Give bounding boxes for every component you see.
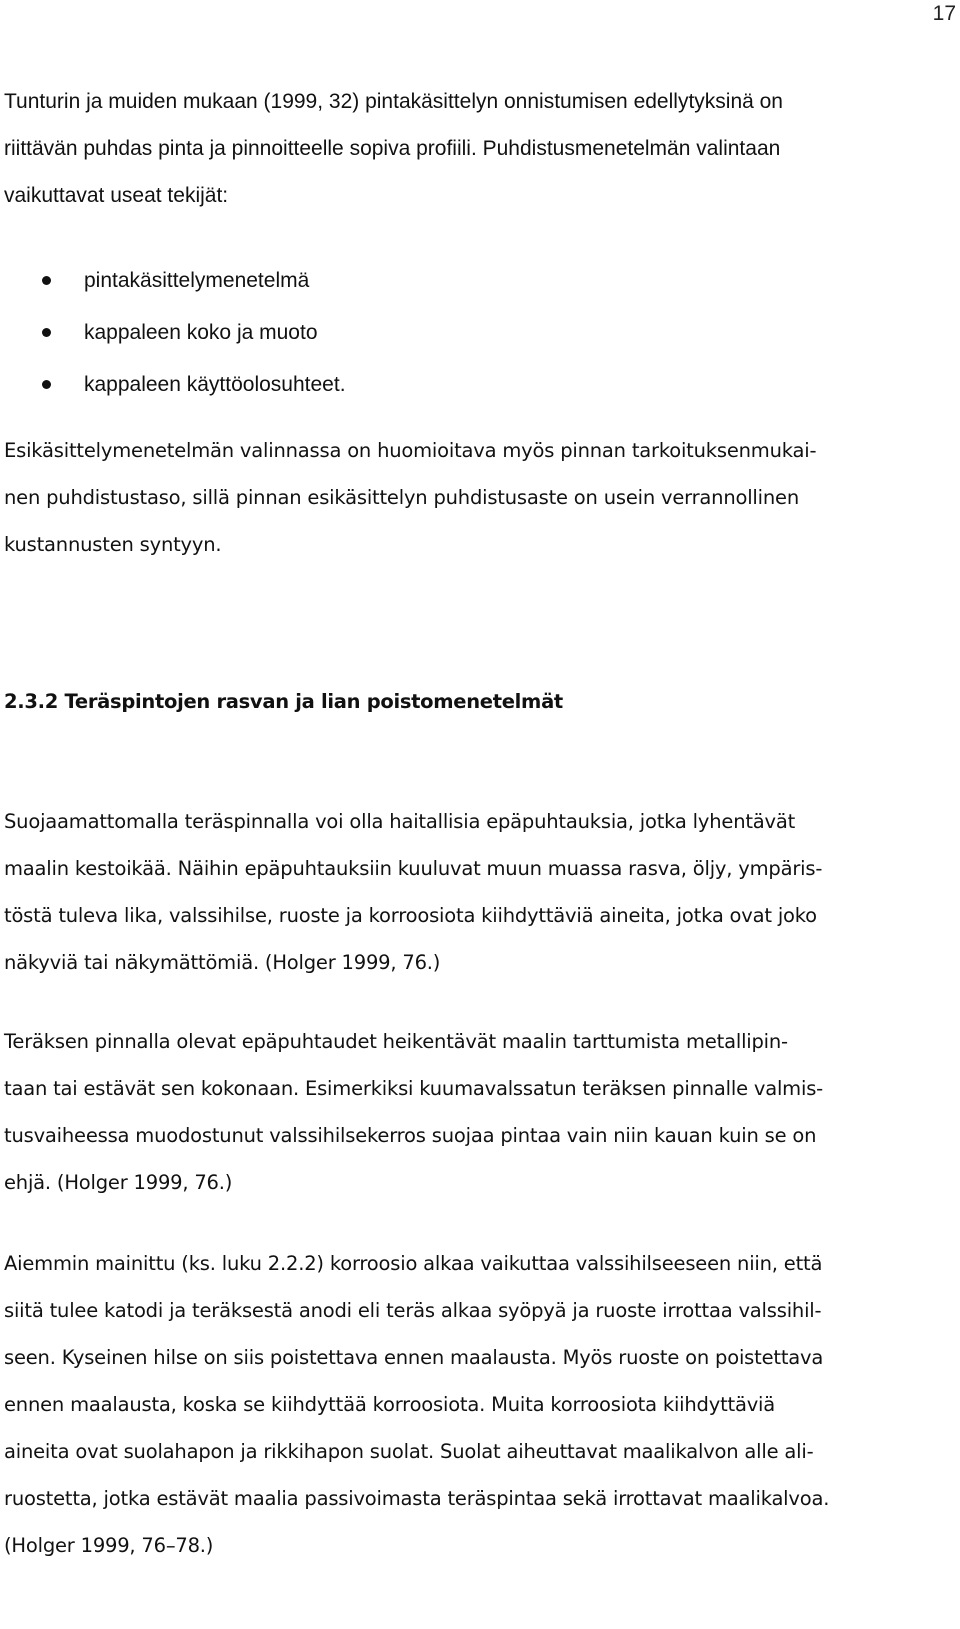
list-item-label: kappaleen käyttöolosuhteet. (84, 373, 346, 396)
text-line: ennen maalausta, koska se kiihdyttää korroosiota. Muita korroosiota kiihdyttäviä (4, 1393, 776, 1416)
text-line: Tunturin ja muiden mukaan (1999, 32) pintakäsittelyn onnistumisen edellytyksinä on (4, 90, 783, 113)
text-line: Teräksen pinnalla olevat epäpuhtaudet heikentävät maalin tarttumista metallipin- (4, 1030, 788, 1053)
text-line: töstä tuleva lika, valssihilse, ruoste ja korroosiota kiihdyttäviä aineita, jotka ovat joko (4, 904, 817, 927)
pretreatment-paragraph (4, 427, 924, 568)
contaminants-paragraph (4, 798, 924, 986)
text-line: Suojaamattomalla teräspinnalla voi olla haitallisia epäpuhtauksia, jotka lyhentävät (4, 810, 796, 833)
text-line: tusvaiheessa muodostunut valssihilsekerros suojaa pintaa vain niin kauan kuin se on (4, 1124, 817, 1147)
section-heading: 2.3.2 Teräspintojen rasvan ja lian poistomenetelmät (4, 690, 563, 713)
text-line: ehjä. (Holger 1999, 76.) (4, 1171, 233, 1194)
factor-list (0, 255, 346, 411)
list-item (0, 255, 346, 307)
text-line: nen puhdistustaso, sillä pinnan esikäsittelyn puhdistusaste on usein verrannollinen (4, 486, 799, 509)
text-line: Aiemmin mainittu (ks. luku 2.2.2) korroosio alkaa vaikuttaa valssihilseeseen niin, että (4, 1252, 823, 1275)
text-line: Esikäsittelymenetelmän valinnassa on huomioitava myös pinnan tarkoituksenmukai- (4, 439, 817, 462)
list-item (0, 307, 346, 359)
text-line: vaikuttavat useat tekijät: (4, 184, 229, 207)
corrosion-paragraph (4, 1240, 924, 1569)
list-item-label: pintakäsittelymenetelmä (84, 269, 310, 292)
text-line: taan tai estävät sen kokonaan. Esimerkiksi kuumavalssatun teräksen pinnalle valmis- (4, 1077, 823, 1100)
bullet-icon (42, 276, 51, 285)
intro-paragraph (4, 78, 924, 219)
text-line: ruostetta, jotka estävät maalia passivoimasta teräspintaa sekä irrottavat maalikalvoa. (4, 1487, 830, 1510)
text-line: aineita ovat suolahapon ja rikkihapon suolat. Suolat aiheuttavat maalikalvon alle ali- (4, 1440, 814, 1463)
list-item (0, 359, 346, 411)
page-number: 17 (932, 2, 956, 25)
text-line: maalin kestoikää. Näihin epäpuhtauksiin kuuluvat muun muassa rasva, öljy, ympäris- (4, 857, 823, 880)
text-line: siitä tulee katodi ja teräksestä anodi eli teräs alkaa syöpyä ja ruoste irrottaa valssihil- (4, 1299, 822, 1322)
text-line: kustannusten syntyyn. (4, 533, 222, 556)
bullet-icon (42, 328, 51, 337)
list-item-label: kappaleen koko ja muoto (84, 321, 318, 344)
text-line: (Holger 1999, 76–78.) (4, 1534, 214, 1557)
text-line: näkyviä tai näkymättömiä. (Holger 1999, 76.) (4, 951, 441, 974)
text-line: seen. Kyseinen hilse on siis poistettava ennen maalausta. Myös ruoste on poistettava (4, 1346, 824, 1369)
adhesion-paragraph (4, 1018, 924, 1206)
text-line: riittävän puhdas pinta ja pinnoitteelle sopiva profiili. Puhdistusmenetelmän valintaan (4, 137, 781, 160)
bullet-icon (42, 380, 51, 389)
